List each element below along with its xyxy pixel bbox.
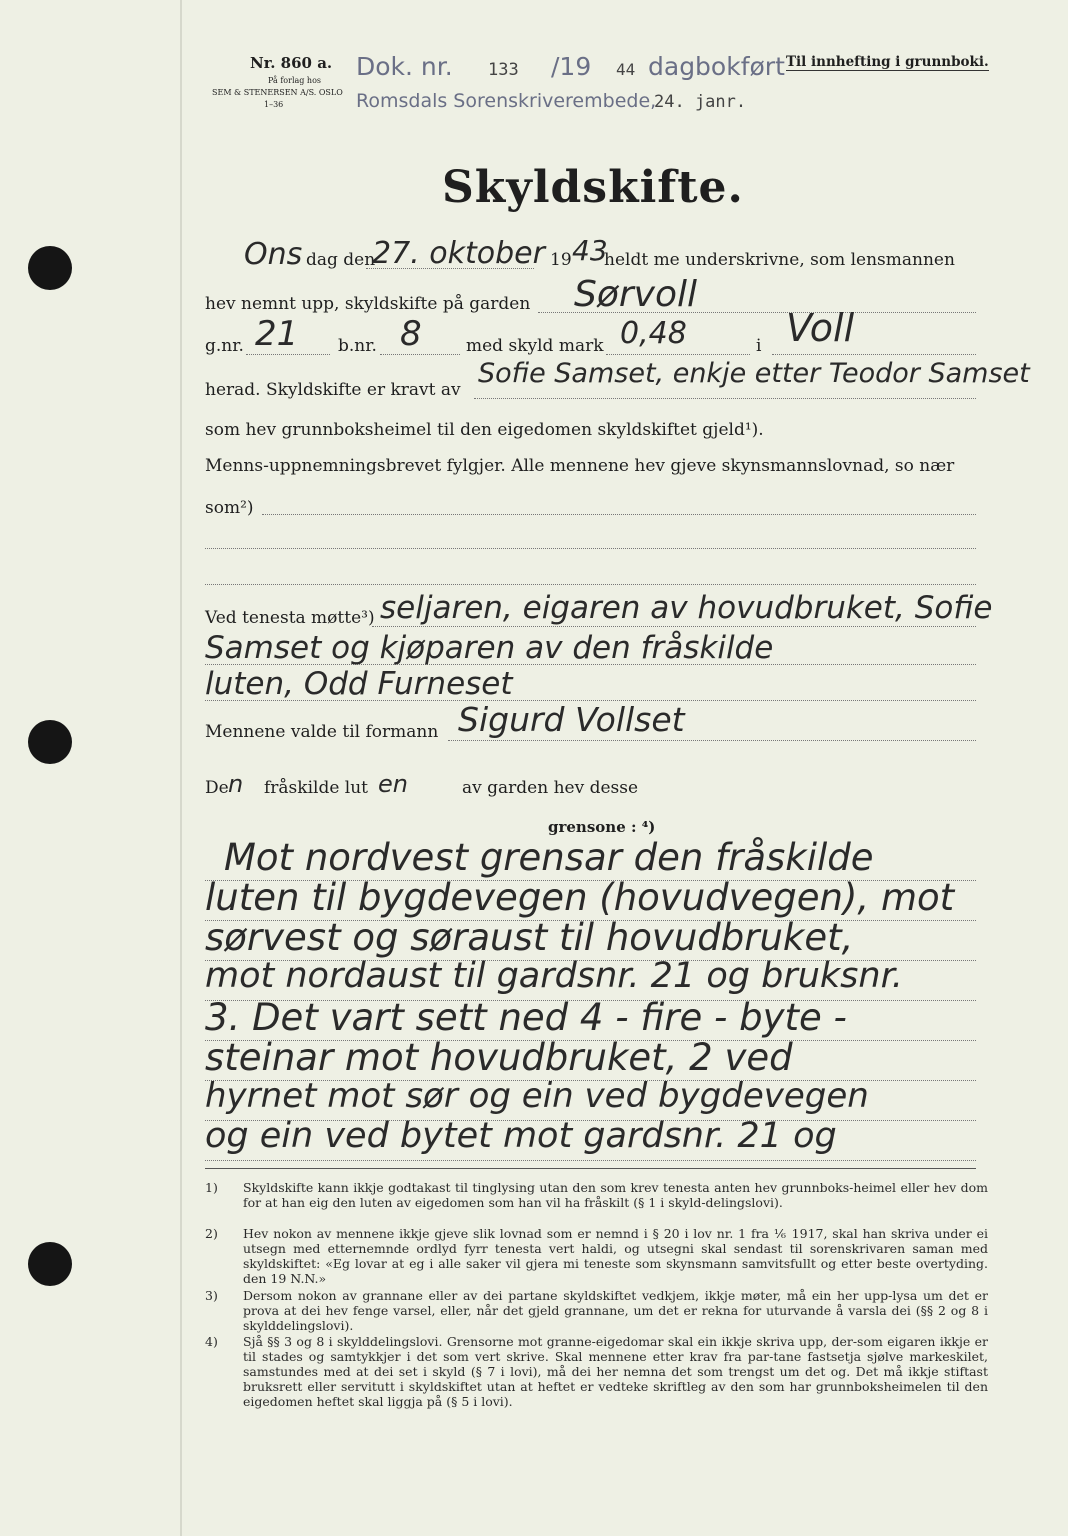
label-fraskilde: fråskilde lut xyxy=(264,778,369,798)
hand-requester: Sofie Samset, enkje etter Teodor Samset xyxy=(478,358,1030,389)
hand-year: 43 xyxy=(572,234,608,267)
hand-boundary-line: mot nordaust til gardsnr. 21 og bruksnr. xyxy=(205,956,903,996)
top-right-note: Til innhefting i grunnboki. xyxy=(786,54,989,70)
label-bnr: b.nr. xyxy=(338,336,377,356)
stamp-dagbok: dagbokført xyxy=(648,52,785,81)
label-mennene-valde: Mennene valde til formann xyxy=(205,722,439,742)
label-ved-tenesta: Ved tenesta møtte³) xyxy=(205,608,375,628)
footnote-number: 2) xyxy=(205,1226,218,1241)
fill-line xyxy=(246,354,330,355)
punch-hole xyxy=(28,246,72,290)
fill-line xyxy=(372,626,976,627)
footnote-text: Dersom nokon av grannane eller av dei partane skyldskiftet vedkjem, ikkje møter, må ein her upp-lysa um det er prova at dei hev fenge varsel, eller, når det gjeld grannane, um det er rekna for uturvande å varsla dei (§§ 2 og 8 i skylddelingslovi). xyxy=(243,1288,988,1333)
hand-attendees: luten, Odd Furneset xyxy=(205,666,513,702)
publisher-line: På forlag hos xyxy=(268,76,322,85)
fill-line xyxy=(448,740,976,741)
hand-date: 27. oktober xyxy=(372,236,545,271)
margin-line xyxy=(180,0,182,1536)
label-menns: Menns-uppnemningsbrevet fylgjer. Alle mennene hev gjeve skynsmannslovnad, so nær xyxy=(205,456,955,476)
footnote-divider xyxy=(205,1168,976,1169)
label-year-prefix: 19 xyxy=(550,250,572,270)
publisher-line: SEM & STENERSEN A/S. OSLO xyxy=(212,88,343,97)
hand-boundary-line: Mot nordvest grensar den fråskilde xyxy=(224,836,874,879)
hand-boundary-line: sørvest og søraust til hovudbruket, xyxy=(205,916,854,959)
fill-line xyxy=(380,354,460,355)
form-number: Nr. 860 a. xyxy=(250,54,333,72)
footnote-text: Skyldskifte kann ikkje godtakast til tinglysing utan den som krev tenesta anten hev grunnboks-heimel eller hev dom for at han eig den luten av eigedomen som han vil ha fråskilt (§ 1 i skyld-delingslovi). xyxy=(243,1180,988,1210)
label-som: som²) xyxy=(205,498,254,518)
fill-line xyxy=(772,354,976,355)
hand-boundary-line: 3. Det vart sett ned 4 - fire - byte - xyxy=(205,996,847,1039)
hand-boundary-line: og ein ved bytet mot gardsnr. 21 og xyxy=(205,1116,837,1156)
hand-chairman: Sigurd Vollset xyxy=(458,700,685,739)
label-dag-den: dag den xyxy=(306,250,376,270)
fill-line xyxy=(205,584,976,585)
hand-boundary-line: steinar mot hovudbruket, 2 ved xyxy=(205,1036,793,1079)
stamp-year-suffix: 44 xyxy=(616,60,636,79)
label-grunnboks: som hev grunnboksheimel til den eigedomen skyldskiftet gjeld¹). xyxy=(205,420,764,440)
punch-hole xyxy=(28,720,72,764)
stamp-dok: Dok. nr. xyxy=(356,52,453,81)
footnote-text: Hev nokon av mennene ikkje gjeve slik lovnad som er nemnd i § 20 i lov nr. 1 fra ⅙ 1917, skal han skriva under ei utsegn med etternemnde ordlyd fyrr tenesta vert haldi, og utsegni skal sendast til sorenskrivaren saman med skyldskiftet: «Eg lovar at eg i alle saker vil gjera mi teneste som skynsmann samvitsfullt og etter beste overtyding. den 19 N.N.» xyxy=(243,1226,988,1286)
label-grensone: grensone : ⁴) xyxy=(548,818,656,836)
footnote-number: 4) xyxy=(205,1334,218,1349)
label-skyld: med skyld mark xyxy=(466,336,604,356)
hand-weekday: Ons xyxy=(244,237,303,272)
fill-line xyxy=(262,514,976,515)
hand-farm: Sørvoll xyxy=(574,274,698,315)
footnote-number: 1) xyxy=(205,1180,218,1195)
label-gnr: g.nr. xyxy=(205,336,244,356)
fill-line xyxy=(205,548,976,549)
hand-skyld: 0,48 xyxy=(620,316,687,351)
label-de: De xyxy=(205,778,229,798)
hand-herad: Voll xyxy=(786,306,855,350)
footnote-number: 3) xyxy=(205,1288,218,1303)
punch-hole xyxy=(28,1242,72,1286)
label-heldt: heldt me underskrivne, som lensmannen xyxy=(604,250,955,270)
fill-line xyxy=(474,398,976,399)
publisher-line: 1–36 xyxy=(264,100,284,109)
hand-bnr: 8 xyxy=(400,314,422,354)
label-herad: herad. Skyldskifte er kravt av xyxy=(205,380,461,400)
label-nemnt: hev nemnt upp, skyldskifte på garden xyxy=(205,294,531,314)
hand-attendees: seljaren, eigaren av hovudbruket, Sofie xyxy=(380,590,993,626)
label-av-garden: av garden hev desse xyxy=(462,778,639,798)
fill-line xyxy=(205,1160,976,1161)
hand-boundary-line: luten til bygdevegen (hovudvegen), mot xyxy=(205,876,955,919)
stamp-year: /19 xyxy=(551,52,592,81)
label-i: i xyxy=(756,336,762,356)
footnote-text: Sjå §§ 3 og 8 i skylddelingslovi. Grensorne mot granne-eigedomar skal ein ikkje skriva upp, der-som eigaren ikkje er til stades og samtykkjer i det som vert skrive. Skal mennene etter krav fra par-tane fastsetja sjølve markeskilet, samstundes med at dei set i skyld (§ 7 i lovi), må dei her nemna det som trengst um det og. Det må ikkje stiftast bruksrett eller servitutt i skyldskiftet utan at heftet er vedteke skriftleg av den som har grunnboksheimelen til den eigedomen heftet skal liggja på (§ 5 i lovi). xyxy=(243,1334,988,1409)
hand-attendees: Samset og kjøparen av den fråskilde xyxy=(205,630,774,666)
stamp-doknum: 133 xyxy=(488,60,519,80)
hand-de-suffix: n xyxy=(228,770,244,798)
document-title: Skyldskifte. xyxy=(442,162,744,213)
stamp-office: Romsdals Sorenskriverembede, xyxy=(356,90,657,112)
hand-lut-suffix: en xyxy=(378,770,408,798)
fill-line xyxy=(606,354,750,355)
hand-boundary-line: hyrnet mot sør og ein ved bygdevegen xyxy=(205,1076,869,1116)
hand-gnr: 21 xyxy=(255,314,299,354)
stamp-date: 24. janr. xyxy=(654,92,747,112)
